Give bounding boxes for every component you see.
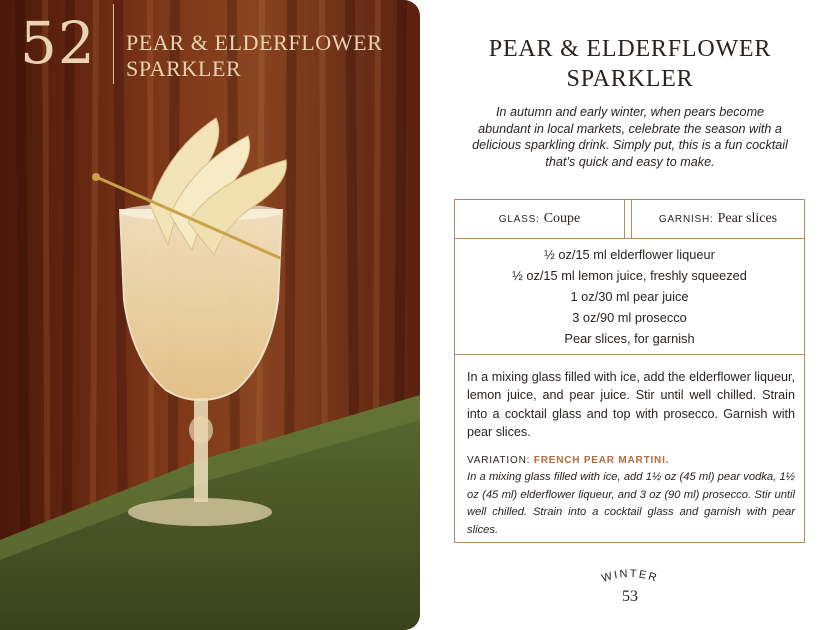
recipe-intro: In autumn and early winter, when pears become abundant in local markets, celebrate the season with a delicious sparkling drink. Simply put, this is a fun cocktail that’s quick and easy to make.	[472, 105, 788, 169]
ingredient-item: Pear slices, for garnish	[564, 330, 695, 346]
svg-text:WINTER	[600, 568, 659, 585]
glass-cell	[455, 200, 625, 238]
garnish-value: Pear slices	[717, 211, 778, 226]
glass-value: Coupe	[543, 211, 581, 226]
season-label	[580, 566, 680, 586]
recipe-text-page	[420, 0, 840, 630]
method-text: In a mixing glass filled with ice, add the elderflower liqueur, lemon juice, and pear juice. Stir until well chilled. Strain into a cocktail glass and top with prosecco. Garnish with pear slices.	[467, 370, 795, 440]
variation-label: VARIATION:	[467, 455, 531, 466]
ingredient-list	[455, 238, 804, 355]
recipe-card	[454, 199, 805, 543]
photo-recipe-title: PEAR & ELDERFLOWER SPARKLER	[126, 30, 383, 81]
ingredient-item: ½ oz/15 ml lemon juice, freshly squeezed	[512, 267, 747, 283]
glass-garnish-row	[455, 200, 804, 239]
recipe-title: PEAR & ELDERFLOWER SPARKLER	[488, 36, 772, 92]
season-text: WINTER	[600, 567, 660, 585]
ingredient-item: ½ oz/15 ml elderflower liqueur	[544, 246, 715, 262]
variation-text: In a mixing glass filled with ice, add 1½ oz (45 ml) pear vodka, 1½ oz (45 ml) elderflower liqueur, and 3 oz (90 ml) prosecco. Stir until well chilled. Strain into a cocktail glass and garnish with pear slices.	[467, 471, 795, 536]
page-number: 53	[622, 588, 638, 605]
photo-recipe-number: 52	[20, 9, 96, 77]
garnish-cell	[631, 200, 804, 238]
ingredient-item: 1 oz/30 ml pear juice	[570, 288, 689, 304]
glass-label: GLASS:	[498, 213, 540, 225]
variation-heading	[467, 455, 795, 466]
ingredient-item: 3 oz/90 ml prosecco	[572, 309, 687, 325]
number-divider	[113, 4, 114, 84]
variation-name: FRENCH PEAR MARTINI.	[533, 455, 670, 466]
garnish-label: GARNISH:	[658, 213, 714, 225]
